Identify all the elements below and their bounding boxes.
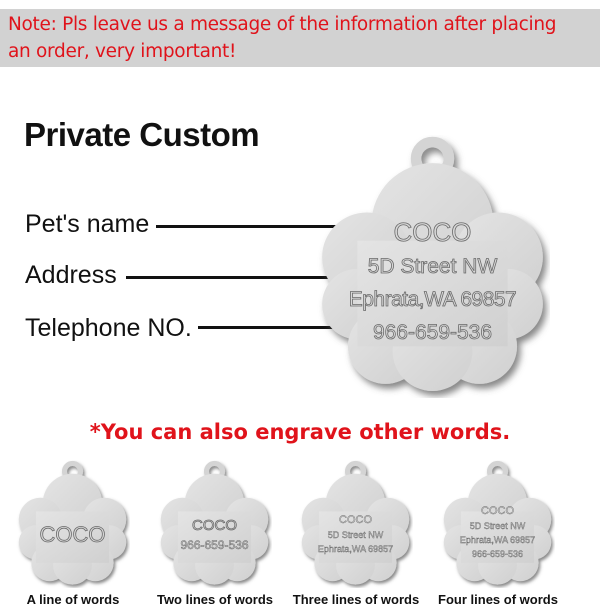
order-note-banner — [0, 9, 600, 67]
caption-one-line: A line of words — [26, 592, 120, 607]
example-tag-3 — [298, 460, 413, 588]
label-pet-name: Pet's name — [25, 210, 150, 238]
tag-line: COCO — [39, 522, 106, 547]
tag-line: Ephrata,WA 69857 — [317, 544, 394, 554]
caption-two-lines: Two lines of words — [156, 592, 274, 607]
tag-line: COCO — [192, 517, 237, 534]
caption-four-lines: Four lines of words — [438, 592, 558, 607]
label-telephone: Telephone NO. — [25, 314, 192, 342]
main-paw-tag — [315, 135, 550, 398]
caption-three-lines: Three lines of words — [292, 592, 420, 607]
tag-line: 966-659-536 — [180, 538, 249, 552]
tag-line: 5D Street NW — [327, 530, 384, 540]
tag-line-1: COCO — [393, 217, 472, 247]
example-tag-2 — [157, 460, 272, 588]
tag-line-3: Ephrata,WA 69857 — [348, 288, 517, 311]
engrave-other-words-text: *You can also engrave other words. — [89, 420, 511, 444]
page-title: Private Custom — [24, 116, 260, 153]
tag-line-2: 5D Street NW — [367, 255, 498, 278]
example-tag-1 — [15, 460, 130, 588]
label-address: Address — [25, 261, 117, 289]
note-line-1: Note: Pls leave us a message of the information after placing — [8, 14, 557, 35]
tag-line: 966-659-536 — [471, 549, 524, 559]
tag-line: Ephrata,WA 69857 — [459, 535, 536, 545]
tag-line: 5D Street NW — [469, 521, 526, 531]
tag-line: COCO — [339, 514, 372, 526]
note-line-2: an order, very important! — [8, 41, 237, 62]
tag-line: COCO — [481, 505, 514, 517]
example-tag-4 — [440, 460, 555, 588]
tag-line-4: 966-659-536 — [372, 321, 493, 344]
